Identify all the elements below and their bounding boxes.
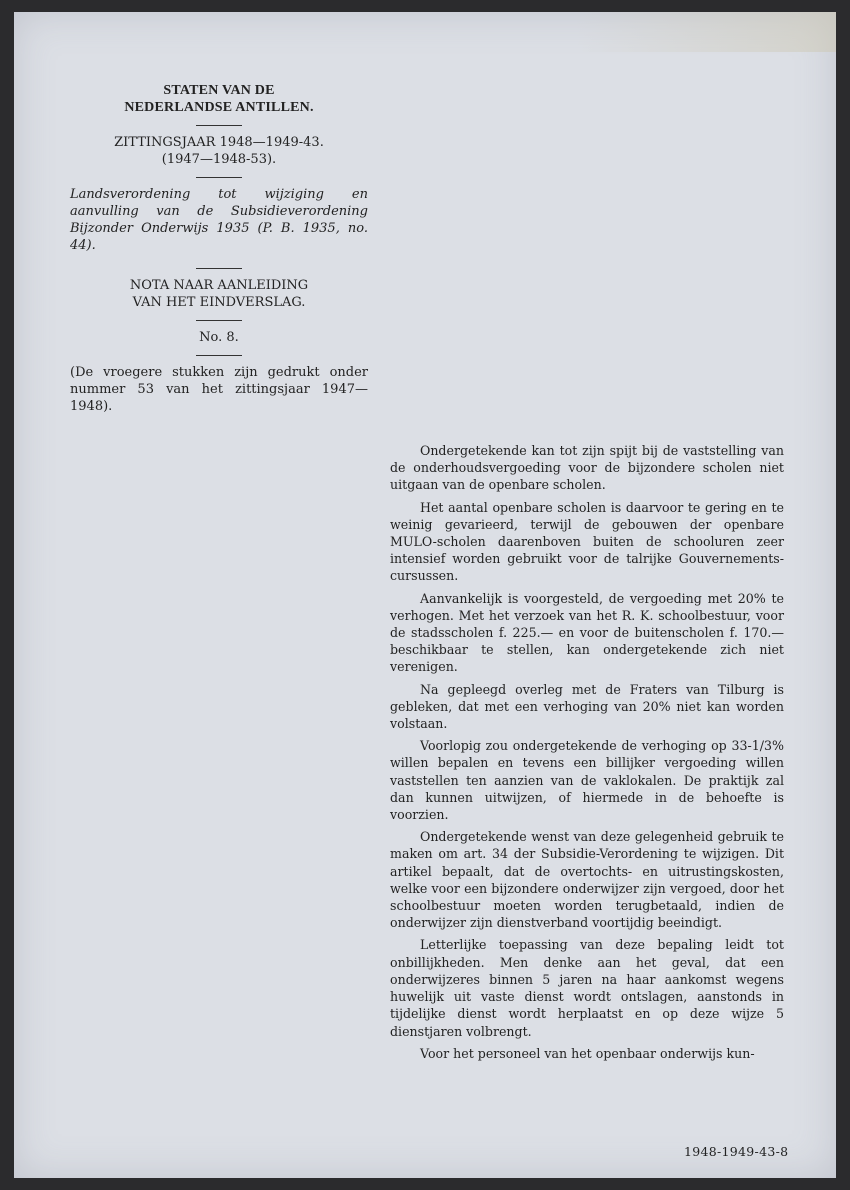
footer-doc-number: 1948-1949-43-8 [684,1144,789,1159]
session-line-2: (1947—1948-53). [161,152,277,167]
divider [196,125,242,126]
nota-line-2: VAN HET EINDVERSLAG. [132,295,306,310]
paragraph: Na gepleegd overleg met de Fraters van Tilburg is gebleken, dat met een verhoging van 20% niet kan worden volstaan. [390,681,784,732]
body-text [390,442,784,1067]
paragraph: Voorlopig zou ondergetekende de verhoging op 33-1/3% willen bepalen en tevens een billijker vergoeding willen vaststellen ten aanzien van de vaklokalen. De praktijk zal dan kunnen uitwijzen, of hiermede in de behoefte is voorzien. [390,738,784,823]
title-line-2: NEDERLANDSE ANTILLEN. [124,100,314,115]
divider [196,177,242,178]
header-column [70,82,368,415]
law-title: Landsverordening tot wijziging en aanvulling van de Subsidieverordening Bijzonder Onderwijs 1935 (P. B. 1935, no. 44). [70,187,368,253]
previous-documents-note: (De vroegere stukken zijn gedrukt onder nummer 53 van het zittingsjaar 1947—1948). [70,365,368,414]
paragraph: Ondergetekende wenst van deze gelegenheid gebruik te maken om art. 34 der Subsidie-Verordening te wijzigen. Dit artikel bepaalt, dat de overtochts- en uitrustingskosten, welke voor een bijzondere onderwijzer zijn vergoed, door het schoolbestuur moeten worden terugbetaald, indien de onderwijzer zijn dienstverband voortijdig beeindigt. [390,829,784,931]
divider [196,320,242,321]
document-number: No. 8. [199,330,239,345]
title-line-1: STATEN VAN DE [163,83,275,98]
document-page [14,12,836,1178]
divider [196,268,242,269]
nota-line-1: NOTA NAAR AANLEIDING [129,278,309,293]
session-line-1: ZITTINGSJAAR 1948—1949-43. [114,135,324,150]
divider [196,355,242,356]
paragraph: Voor het personeel van het openbaar onderwijs kun- [420,1045,755,1061]
paragraph: Ondergetekende kan tot zijn spijt bij de vaststelling van de onderhoudsvergoeding voor de bijzondere scholen niet uitgaan van de openbare scholen. [390,443,784,493]
paragraph: Aanvankelijk is voorgesteld, de vergoeding met 20% te verhogen. Met het verzoek van het R. K. schoolbestuur, voor de stadsscholen f. 225.— en voor de buitenscholen f. 170.— beschikbaar te stellen, kan ondergetekende zich niet verenigen. [390,590,784,675]
paragraph: Het aantal openbare scholen is daarvoor te gering en te weinig gevarieerd, terwijl de gebouwen der openbare MULO-scholen daarenboven buiten de schooluren zeer intensief worden gebruikt voor de talrijke Gouvernements-cursussen. [390,499,784,584]
paragraph: Letterlijke toepassing van deze bepaling leidt tot onbillijkheden. Men denke aan het geval, dat een onderwijzeres binnen 5 jaren na haar aankomst wegens huwelijk uit vaste dienst wordt ontslagen, aanstonds in tijdelijke dienst wordt herplaatst en op deze wijze 5 dienstjaren volbrengt. [390,937,784,1039]
